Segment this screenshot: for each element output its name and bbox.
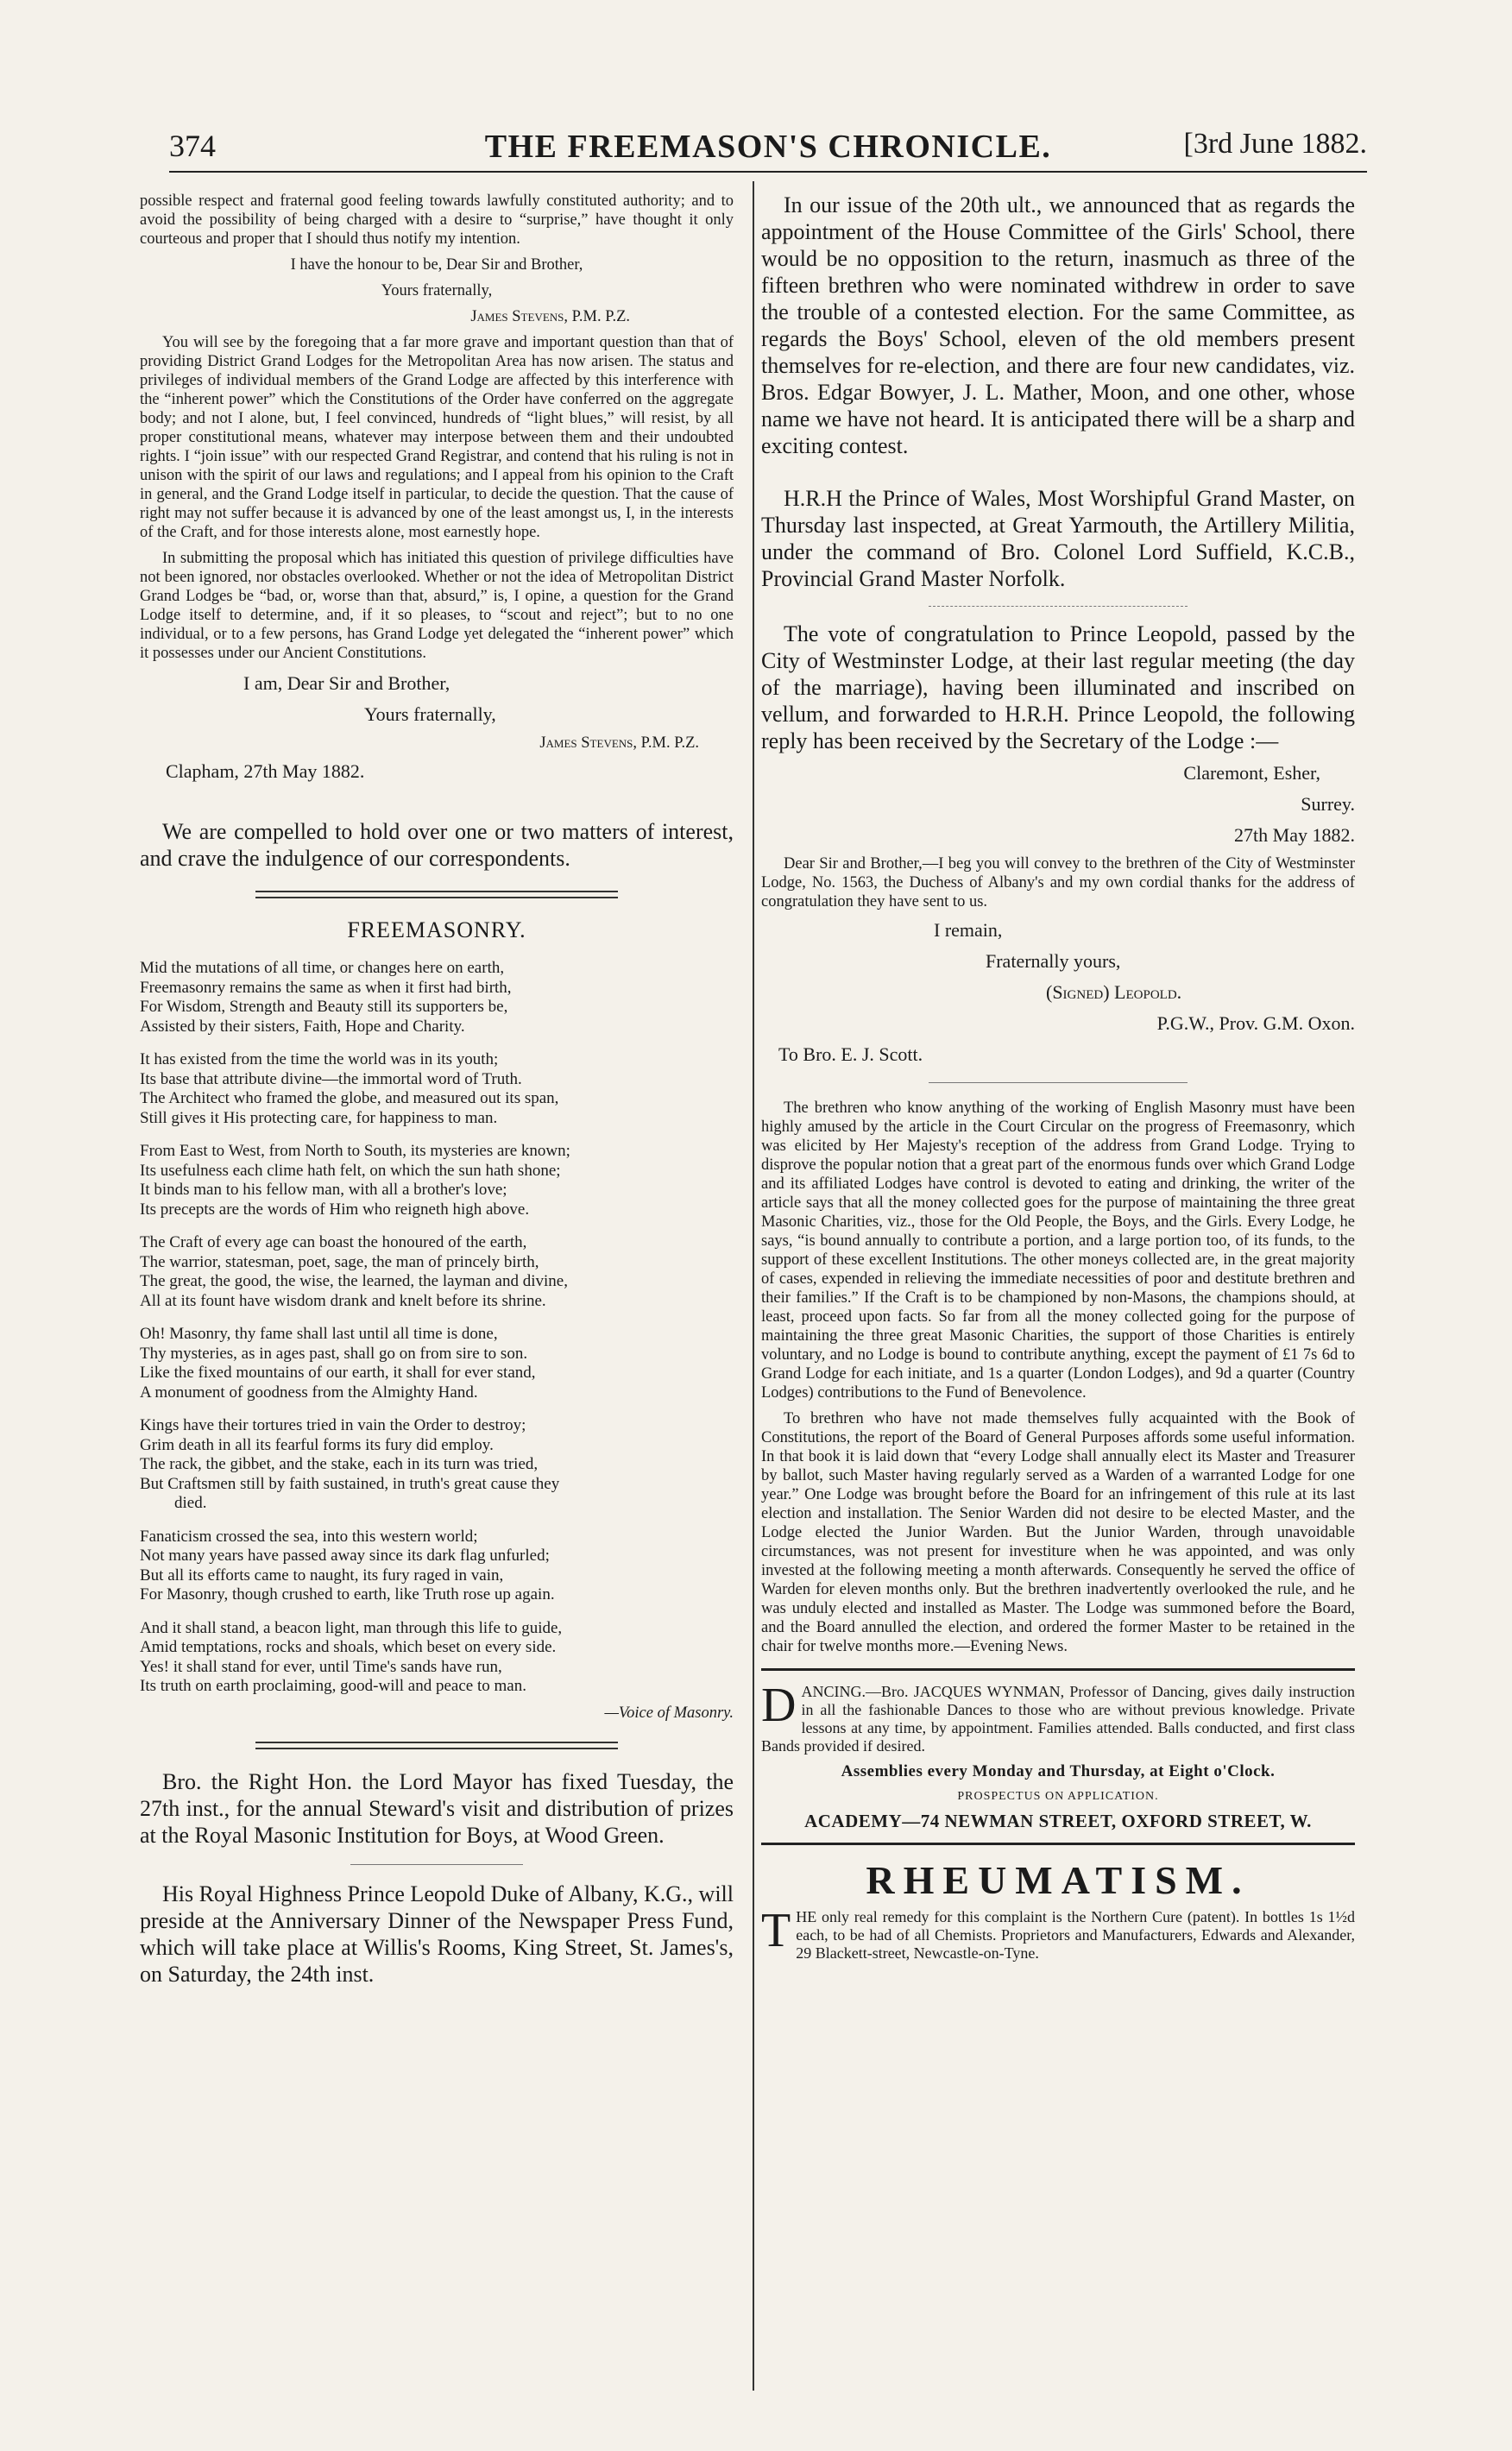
poem-line: Its truth on earth proclaiming, good-will and peace to man. (140, 1677, 526, 1695)
poem-line: For Wisdom, Strength and Beauty still its supporters be, (140, 998, 508, 1016)
poem-body (140, 959, 734, 1697)
letter-signature: (Signed) Leopold. (1046, 981, 1182, 1003)
poem-line: Its base that attribute divine—the immortal word of Truth. (140, 1069, 522, 1088)
poem-stanza (140, 959, 734, 1036)
left-column (140, 192, 734, 1994)
ad-rheumatism-title: RHEUMATISM. (866, 1858, 1251, 1902)
poem-stanza (140, 1619, 734, 1697)
poem-line: Its usefulness each clime hath felt, on which the sun hath shone; (140, 1161, 561, 1180)
poem-line: Its precepts are the words of Him who reigneth high above. (140, 1200, 530, 1219)
poem-stanza (140, 1050, 734, 1128)
ad-dropcap: T (761, 1904, 791, 1957)
letter-signature: James Stevens, P.M. P.Z. (539, 734, 699, 752)
letter-signature-title: P.G.W., Prov. G.M. Oxon. (1156, 1012, 1355, 1034)
section-rule (255, 891, 618, 898)
letter-address: Claremont, Esher, (1183, 762, 1320, 784)
poem-line: Amid temptations, rocks and shoals, which beset on every side. (140, 1638, 557, 1656)
news-item-prince-of-wales: H.R.H the Prince of Wales, Most Worshipful Grand Master, on Thursday last inspected, at Great Yarmouth, the Artillery Militia, under the command of Bro. Colonel Lord Suffield, K.C.B., Provincial Grand Master Norfolk. (761, 486, 1355, 591)
page-number: 374 (169, 129, 216, 163)
ad-assemblies: Assemblies every Monday and Thursday, at Eight o'Clock. (841, 1762, 1276, 1780)
poem-line: It binds man to his fellow man, with all a brother's love; (140, 1181, 507, 1199)
poem-line: Oh! Masonry, thy fame shall last until all time is done, (140, 1325, 498, 1343)
poem-line: All at its fount have wisdom drank and knelt before its shrine. (140, 1291, 546, 1310)
section-rule (929, 606, 1188, 607)
letter-paragraph: You will see by the foregoing that a far more grave and important question than that of providing District Grand Lodges for the Metropolitan Area has now arisen. The status and privileges of individual members of the Grand Lodge are affected by this interference with the “inherent power” which the Constitutions of the Order have conferred on the aggregate body; and not I alone, but, I feel convinced, hundreds of “light blues,” will resist, by all proper constitutional means, whatever may interpose between them and their undoubted rights. I “join issue” with our respected Grand Registrar, and contend that his ruling is not in unison with the spirit of our laws and regulations; and I appeal from his opinion to the Craft in general, and the Grand Lodge itself in particular, to decide the question. That the cause of right may not suffer because it is advanced by one of the least amongst us, I, in the interests of the Craft, and for those interests alone, most earnestly hope. (140, 334, 734, 541)
poem-line: Not many years have passed away since its dark flag unfurled; (140, 1547, 550, 1565)
poem-line: Like the fixed mountains of our earth, it shall for ever stand, (140, 1364, 536, 1382)
poem-stanza (140, 1416, 734, 1514)
ad-prospectus: PROSPECTUS ON APPLICATION. (957, 1790, 1159, 1803)
column-divider (753, 181, 754, 2391)
poem-line: But Craftsmen still by faith sustained, in truth's great cause they (140, 1474, 560, 1493)
poem-line: A monument of goodness from the Almighty Hand. (140, 1383, 478, 1402)
section-rule (350, 1864, 523, 1865)
poem-stanza (140, 1233, 734, 1311)
section-rule (761, 1668, 1355, 1671)
news-item-mayor: Bro. the Right Hon. the Lord Mayor has fixed Tuesday, the 27th inst., for the annual Steward's visit and distribution of prizes at the Royal Masonic Institution for Boys, at Wood Green. (140, 1768, 734, 1848)
news-item-congratulation: The vote of congratulation to Prince Leopold, passed by the City of Westminster Lodge, at their last regular meeting (the day of the marriage), having been illuminated and inscribed on vellum, and forwarded to H.R.H. Prince Leopold, the following reply has been received by the Secretary of the Lodge :— (761, 621, 1355, 753)
poem-line: The Architect who framed the globe, and measured out its span, (140, 1089, 559, 1107)
letter-date: 27th May 1882. (1234, 824, 1355, 846)
dancing-advertisement (761, 1679, 1355, 1831)
poem-title: FREEMASONRY. (347, 917, 526, 942)
poem-line: But all its efforts came to naught, its fury raged in vain, (140, 1566, 504, 1585)
section-rule (929, 1082, 1188, 1083)
letter-closing: Fraternally yours, (986, 950, 1121, 972)
letter-addressee: To Bro. E. J. Scott. (778, 1043, 923, 1065)
ad-dropcap: D (761, 1679, 797, 1732)
letter-paragraph: possible respect and fraternal good feeling towards lawfully constituted authority; and to avoid the possibility of being charged with a desire to “surprise,” have thought it only courteous and proper that I should thus notify my intention. (140, 192, 734, 248)
poem-line: Assisted by their sisters, Faith, Hope and Charity. (140, 1017, 465, 1036)
poem-line: Kings have their tortures tried in vain the Order to destroy; (140, 1416, 526, 1434)
poem-line: From East to West, from North to South, its mysteries are known; (140, 1142, 570, 1160)
section-rule (255, 1742, 618, 1749)
rheumatism-advertisement (761, 1857, 1355, 1963)
ad-rheumatism-text: HE only real remedy for this complaint is the Northern Cure (patent). In bottles 1s 1½d each, to be had of all Chemists. Proprietors and Manufacturers, Edwards and Alexander, 29 Blackett-street, Newcastle-on-Tyne. (796, 1908, 1355, 1962)
prince-letter: Dear Sir and Brother,—I beg you will convey to the brethren of the City of Westminster Lodge, No. 1563, the Duchess of Albany's and my own cordial thanks for the address of congratulation they have sent to us. (761, 855, 1355, 910)
poem-line: Grim death in all its fearful forms its fury did employ. (140, 1435, 494, 1454)
poem-stanza (140, 1528, 734, 1605)
poem-line: The Craft of every age can boast the honoured of the earth, (140, 1233, 527, 1251)
news-item-constitutions: To brethren who have not made themselves fully acquainted with the Book of Constitutions, the report of the Board of General Purposes affords some useful information. In that book it is laid down that “every Lodge shall annually elect its Master and Treasurer by ballot, such Master having regularly served as a Warden of a warranted Lodge for one year.” One Lodge was brought before the Board for an infringement of this rule at its last election and installation. The Senior Warden did not desire to be elected Master, and the Lodge elected the Junior Warden. But the Junior Warden, through unavoidable circumstances, was not present for investiture when he was appointed, and was only invested at the following meeting a month afterwards. Consequently he served the office of Warden for eleven months only. But the brethren inadvertently overlooked the rule, and he was unduly elected and installed as Master. The Lodge was summoned before the Board, and the Board annulled the election, and ordered the former Master to be retained in the chair for twelve months more.—Evening News. (761, 1410, 1355, 1655)
letter-closing: I am, Dear Sir and Brother, (243, 672, 450, 694)
right-column (761, 192, 1355, 1969)
letter-signature: James Stevens, P.M. P.Z. (470, 308, 630, 325)
letter-address: Surrey. (1301, 793, 1355, 815)
poem-stanza (140, 1325, 734, 1402)
poem-line: Yes! it shall stand for ever, until Time's sands have run, (140, 1657, 502, 1676)
letter-closing: Yours fraternally, (381, 282, 493, 299)
poem-line: Still gives it His protecting care, for happiness to man. (140, 1108, 498, 1127)
section-rule (761, 1843, 1355, 1845)
letter-paragraph: In submitting the proposal which has initiated this question of privilege difficulties have not been ignored, nor obstacles overlooked. Whether or not the idea of Metropolitan District Grand Lodges be “bad, or, worse than that, absurd,” is, I opine, a question for the Grand Lodge itself to determine, and, if it so pleases, to “scout and reject”; but to no one individual, or to a few persons, has Grand Lodge yet delegated the “inherent power” which it possesses under our Ancient Constitutions. (140, 550, 734, 662)
poem-line: And it shall stand, a beacon light, man through this life to guide, (140, 1618, 563, 1637)
poem-line: The warrior, statesman, poet, sage, the man of princely birth, (140, 1252, 539, 1271)
poem-line: It has existed from the time the world was in its youth; (140, 1050, 499, 1068)
issue-date: [3rd June 1882. (1183, 128, 1367, 160)
page-header (169, 128, 1367, 169)
letter-closing: Yours fraternally, (364, 703, 496, 725)
editorial-notice: We are compelled to hold over one or two matters of interest, and crave the indulgence of our correspondents. (140, 819, 734, 871)
masthead-title: THE FREEMASON'S CHRONICLE. (484, 129, 1052, 165)
poem-line: Thy mysteries, as in ages past, shall go on from sire to son. (140, 1344, 528, 1363)
ad-dancing-text: ANCING.—Bro. JACQUES WYNMAN, Professor of Dancing, gives daily instruction in all the fashionable Dances to those who are without previous knowledge. Private lessons at any time, by appointment. Families attended. Balls conducted, and first class Bands provided if desired. (761, 1683, 1355, 1755)
header-rule (169, 171, 1367, 173)
letter-closing: I have the honour to be, Dear Sir and Brother, (290, 256, 583, 274)
poem-source: —Voice of Masonry. (604, 1704, 734, 1722)
poem-line: The great, the good, the wise, the learned, the layman and divine, (140, 1272, 568, 1290)
poem-line: Fanaticism crossed the sea, into this western world; (140, 1527, 478, 1546)
poem-line: died. (174, 1494, 207, 1512)
news-item-house-committee: In our issue of the 20th ult., we announced that as regards the appointment of the House Committee of the Girls' School, there would be no opposition to the return, inasmuch as three of the fifteen brethren who were nominated withdrew in order to save the trouble of a contested election. For the same Committee, as regards the Boys' School, eleven of the old members present themselves for re-election, and there are four new candidates, viz. Bros. Edgar Bowyer, J. L. Mather, Moon, and one other, whose name we have not heard. It is anticipated there will be a sharp and exciting contest. (761, 192, 1355, 458)
poem-line: For Masonry, though crushed to earth, like Truth rose up again. (140, 1585, 555, 1604)
news-item-leopold: His Royal Highness Prince Leopold Duke of Albany, K.G., will preside at the Anniversary Dinner of the Newspaper Press Fund, which will take place at Willis's Rooms, King Street, St. James's, on Saturday, the 24th inst. (140, 1881, 734, 1987)
poem-line: The rack, the gibbet, and the stake, each in its turn was tried, (140, 1455, 539, 1473)
news-item-court-circular: The brethren who know anything of the working of English Masonry must have been highly amused by the article in the Court Circular on the progress of Freemasonry, which was elicited by Her Majesty's reception of the address from Grand Lodge. Trying to disprove the popular notion that a great part of the enormous funds over which Grand Lodge and its affiliated Lodges have control is devoted to eating and drinking, the writer of the article says that all the money collected goes for the purpose of maintaining the three great Masonic Charities, viz., those for the Old People, the Boys, and the Girls. Every Lodge, he says, “is bound annually to contribute a portion, and a large portion too, of its funds, to the support of these excellent Institutions. The other moneys collected are, in the great majority of cases, expended in relieving the immediate necessities of poor and destitute brethren and their families.” If the Craft is to be championed by non-Masons, the champions should, at least, proceed upon facts. So far from all the money collected going for the purpose of maintaining the three great Masonic Charities, the support of those Charities is entirely voluntary, and no Lodge is bound to contribute anything, except the payment of £1 7s 6d to Grand Lodge for each initiate, and 1s a quarter (London Lodges), and 9d a quarter (Country Lodges) contributions to the Fund of Benevolence. (761, 1099, 1355, 1402)
poem-line: Freemasonry remains the same as when it first had birth, (140, 978, 512, 997)
poem-stanza (140, 1142, 734, 1219)
letter-closing: I remain, (934, 919, 1003, 941)
poem-line: Mid the mutations of all time, or changes here on earth, (140, 959, 505, 977)
letter-place-date: Clapham, 27th May 1882. (166, 760, 365, 782)
ad-academy: ACADEMY—74 NEWMAN STREET, OXFORD STREET, W. (804, 1811, 1312, 1831)
